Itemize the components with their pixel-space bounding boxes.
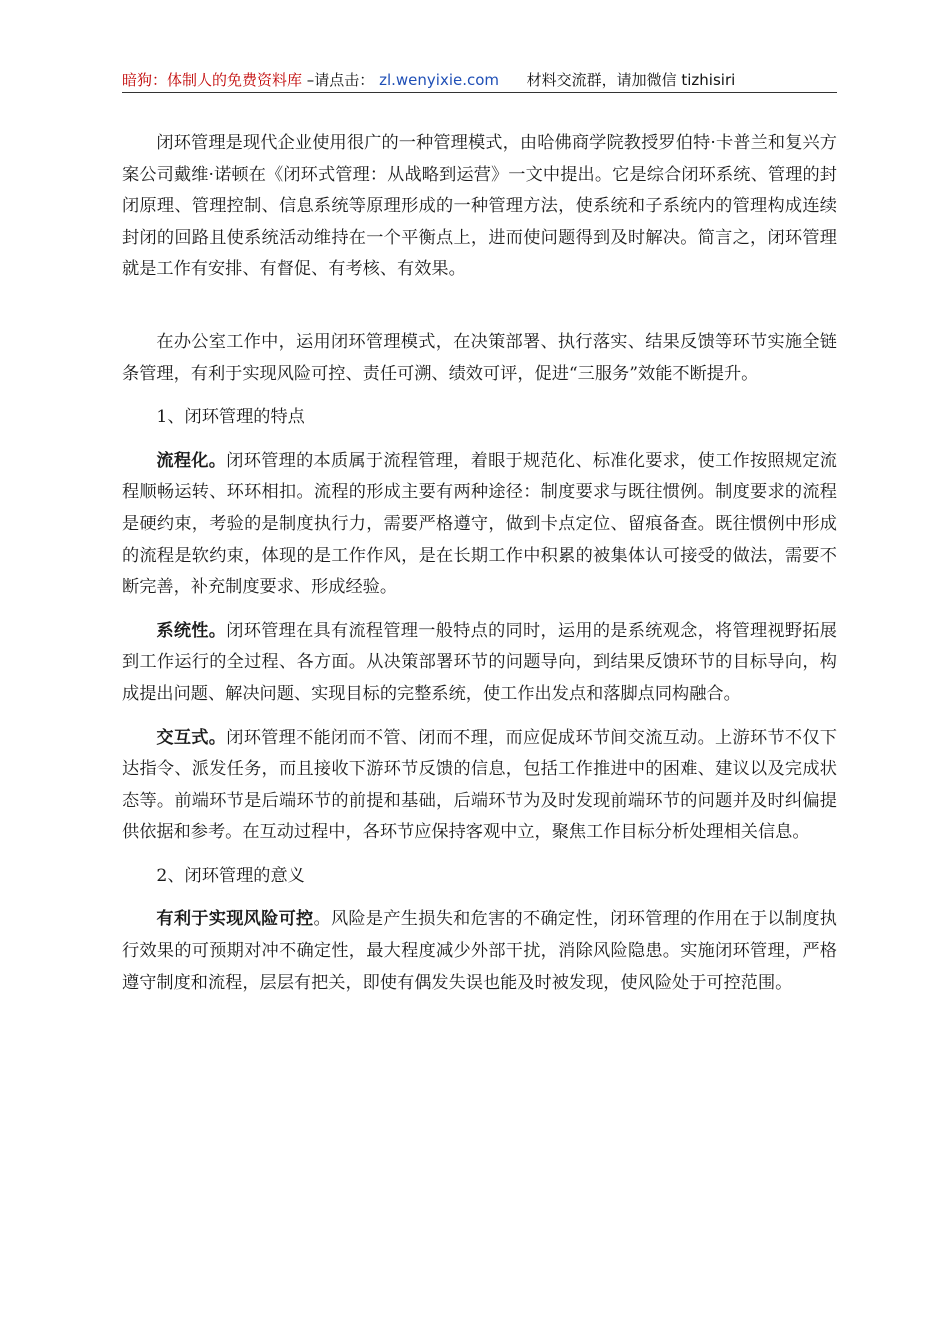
- section1-heading: 1、闭环管理的特点: [156, 407, 305, 428]
- item-text: 闭环管理不能闭而不管、闭而不理，而应促成环节间交流互动。上游环节不仅下达指令、派发任务，而且接收下游环节反馈的信息，包括工作推进中的困难、建议以及完成状态等。前端环节是后端环节的前提和基础，后端环节为及时发现前端环节的问题并及时纠偏提供依据和参考。在互动过程中，各环节应保持客观中立，聚焦工作目标分析处理相关信息。: [122, 727, 837, 843]
- section2-item-risk: [122, 904, 837, 999]
- intro-paragraph-2: 在办公室工作中，运用闭环管理模式，在决策部署、执行落实、结果反馈等环节实施全链条管理，有利于实现风险可控、责任可溯、绩效可评，促进“三服务”效能不断提升。: [122, 331, 837, 384]
- item-text: 。风险是产生损失和危害的不确定性，闭环管理的作用在于以制度执行效果的可预期对冲不确定性，最大程度减少外部干扰，消除风险隐患。实施闭环管理，严格遵守制度和流程，层层有把关，即使有偶发失误也能及时被发现，使风险处于可控范围。: [122, 909, 837, 993]
- item-term: 流程化。: [156, 450, 227, 471]
- section1-item-interactive: [122, 723, 837, 849]
- item-term: 交互式。: [156, 727, 227, 748]
- section1-item-process: [122, 446, 837, 604]
- item-term: 系统性。: [156, 620, 227, 641]
- header-contact: 材料交流群，请加微信 tizhisiri: [526, 71, 736, 89]
- section2-heading: 2、闭环管理的意义: [156, 865, 305, 886]
- intro-paragraph-1: 闭环管理是现代企业使用很广的一种管理模式，由哈佛商学院教授罗伯特·卡普兰和复兴方案公司戴维·诺顿在《闭环式管理：从战略到运营》一文中提出。它是综合闭环系统、管理的封闭原理、管理控制、信息系统等原理形成的一种管理方法，使系统和子系统内的管理构成连续封闭的回路且使系统活动维持在一个平衡点上，进而使问题得到及时解决。简言之，闭环管理就是工作有安排、有督促、有考核、有效果。: [122, 133, 837, 280]
- item-text: 闭环管理的本质属于流程管理，着眼于规范化、标准化要求，使工作按照规定流程顺畅运转、环环相扣。流程的形成主要有两种途径：制度要求与既往惯例。制度要求的流程是硬约束，考验的是制度执行力，需要严格遵守，做到卡点定位、留痕备查。既往惯例中形成的流程是软约束，体现的是工作作风，是在长期工作中积累的被集体认可接受的做法，需要不断完善，补充制度要求、形成经验。: [122, 450, 837, 598]
- item-term: 有利于实现风险可控: [156, 909, 314, 930]
- section1-item-systematic: [122, 616, 837, 711]
- header-click-prompt: –请点击：: [306, 71, 375, 89]
- header-url-link[interactable]: zl.wenyixie.com: [379, 71, 500, 89]
- item-text: 闭环管理在具有流程管理一般特点的同时，运用的是系统观念，将管理视野拓展到工作运行的全过程、各方面。从决策部署环节的问题导向，到结果反馈环节的目标导向，构成提出问题、解决问题、实现目标的完整系统，使工作出发点和落脚点同构融合。: [122, 620, 837, 704]
- document-body: [122, 128, 837, 1011]
- header-site-name: 暗狗：体制人的免费资料库: [122, 71, 303, 89]
- page-header: [122, 68, 837, 93]
